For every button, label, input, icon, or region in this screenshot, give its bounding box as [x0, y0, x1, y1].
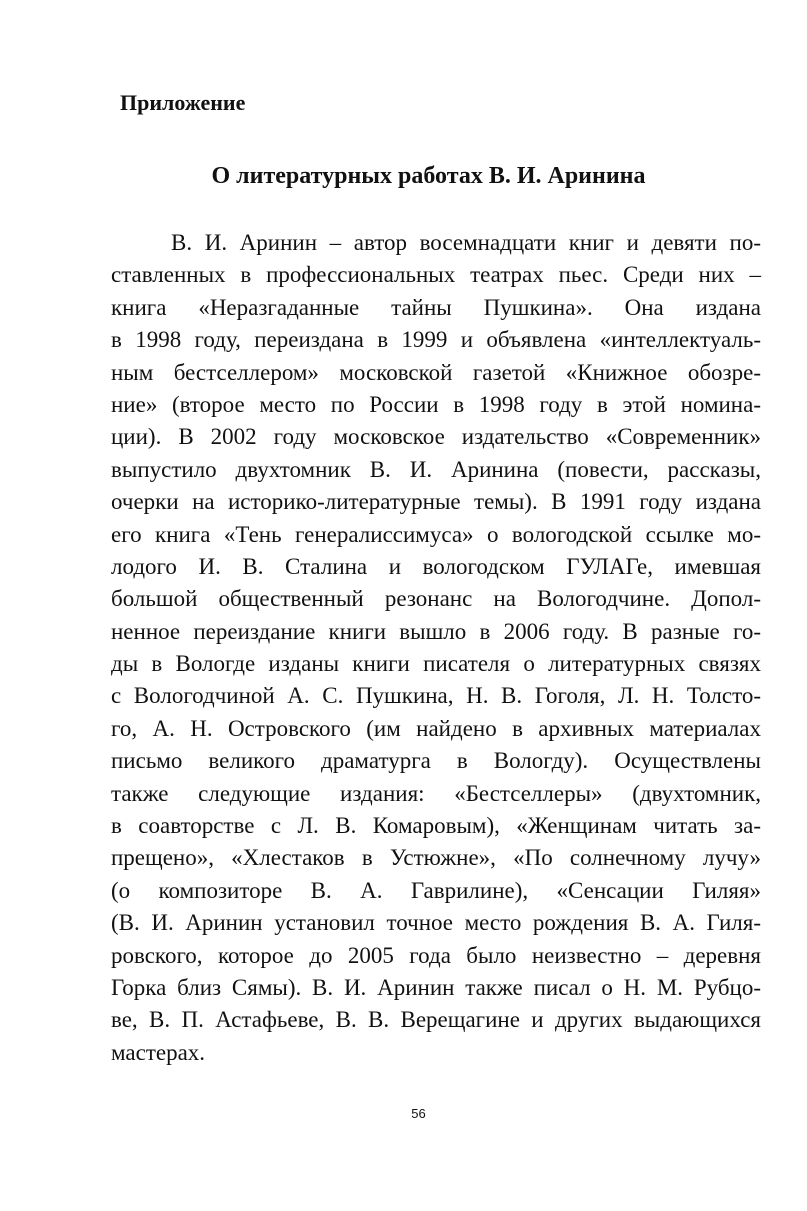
text-line: большой общественный резонанс на Вологодчине. Допол-	[111, 586, 761, 612]
text-line: ным бестселлером» московской газетой «Книжное обозре-	[111, 359, 761, 385]
text-line: лодого И. В. Сталина и вологодском ГУЛАГе, имевшая	[111, 553, 761, 579]
article-body	[111, 227, 761, 1069]
text-line: также следующие издания: «Бестселлеры» (двухтомник,	[111, 780, 761, 806]
text-line: го, А. Н. Островского (им найдено в архивных материалах	[111, 715, 761, 741]
text-line: ве, В. П. Астафьеве, В. В. Верещагине и других выдающихся	[111, 1007, 761, 1033]
text-line: ставленных в профессиональных театрах пьес. Среди них –	[111, 262, 761, 288]
text-line: ровского, которое до 2005 года было неизвестно – деревня	[111, 942, 761, 968]
text-line: В. И. Аринин – автор восемнадцати книг и девяти по-	[171, 230, 761, 255]
text-line: ции). В 2002 году московское издательство «Современник»	[111, 424, 761, 450]
text-line: выпустило двухтомник В. И. Аринина (повести, рассказы,	[111, 456, 761, 482]
text-line: в 1998 году, переиздана в 1999 и объявлена «интеллектуаль-	[111, 327, 761, 353]
text-line: ды в Вологде изданы книги писателя о литературных связях	[111, 651, 761, 677]
text-line: мастерах.	[111, 1039, 206, 1065]
page-number: 56	[411, 1106, 426, 1121]
text-line: (В. И. Аринин установил точное место рождения В. А. Гиля-	[111, 910, 761, 936]
text-line: Горка близ Сямы). В. И. Аринин также писал о Н. М. Рубцо-	[111, 974, 761, 1000]
text-line: очерки на историко-литературные темы). В 1991 году издана	[111, 489, 761, 515]
text-line: книга «Неразгаданные тайны Пушкина». Она издана	[111, 294, 761, 320]
text-line: прещено», «Хлестаков в Устюжне», «По солнечному лучу»	[111, 845, 761, 871]
text-line: (о композиторе В. А. Гаврилине), «Сенсации Гиляя»	[111, 877, 761, 903]
section-label: Приложение	[120, 90, 246, 115]
text-line: письмо великого драматурга в Вологду). Осуществлены	[111, 748, 761, 774]
article-title: О литературных работах В. И. Аринина	[211, 163, 646, 189]
text-line: ненное переиздание книги вышло в 2006 году. В разные го-	[111, 618, 761, 644]
text-line: в соавторстве с Л. В. Комаровым), «Женщинам читать за-	[111, 813, 761, 839]
text-line: ние» (второе место по России в 1998 году в этой номина-	[111, 391, 761, 417]
text-line: его книга «Тень генералиссимуса» о вологодской ссылке мо-	[111, 521, 761, 547]
text-line: с Вологодчиной А. С. Пушкина, Н. В. Гоголя, Л. Н. Толсто-	[111, 683, 761, 709]
